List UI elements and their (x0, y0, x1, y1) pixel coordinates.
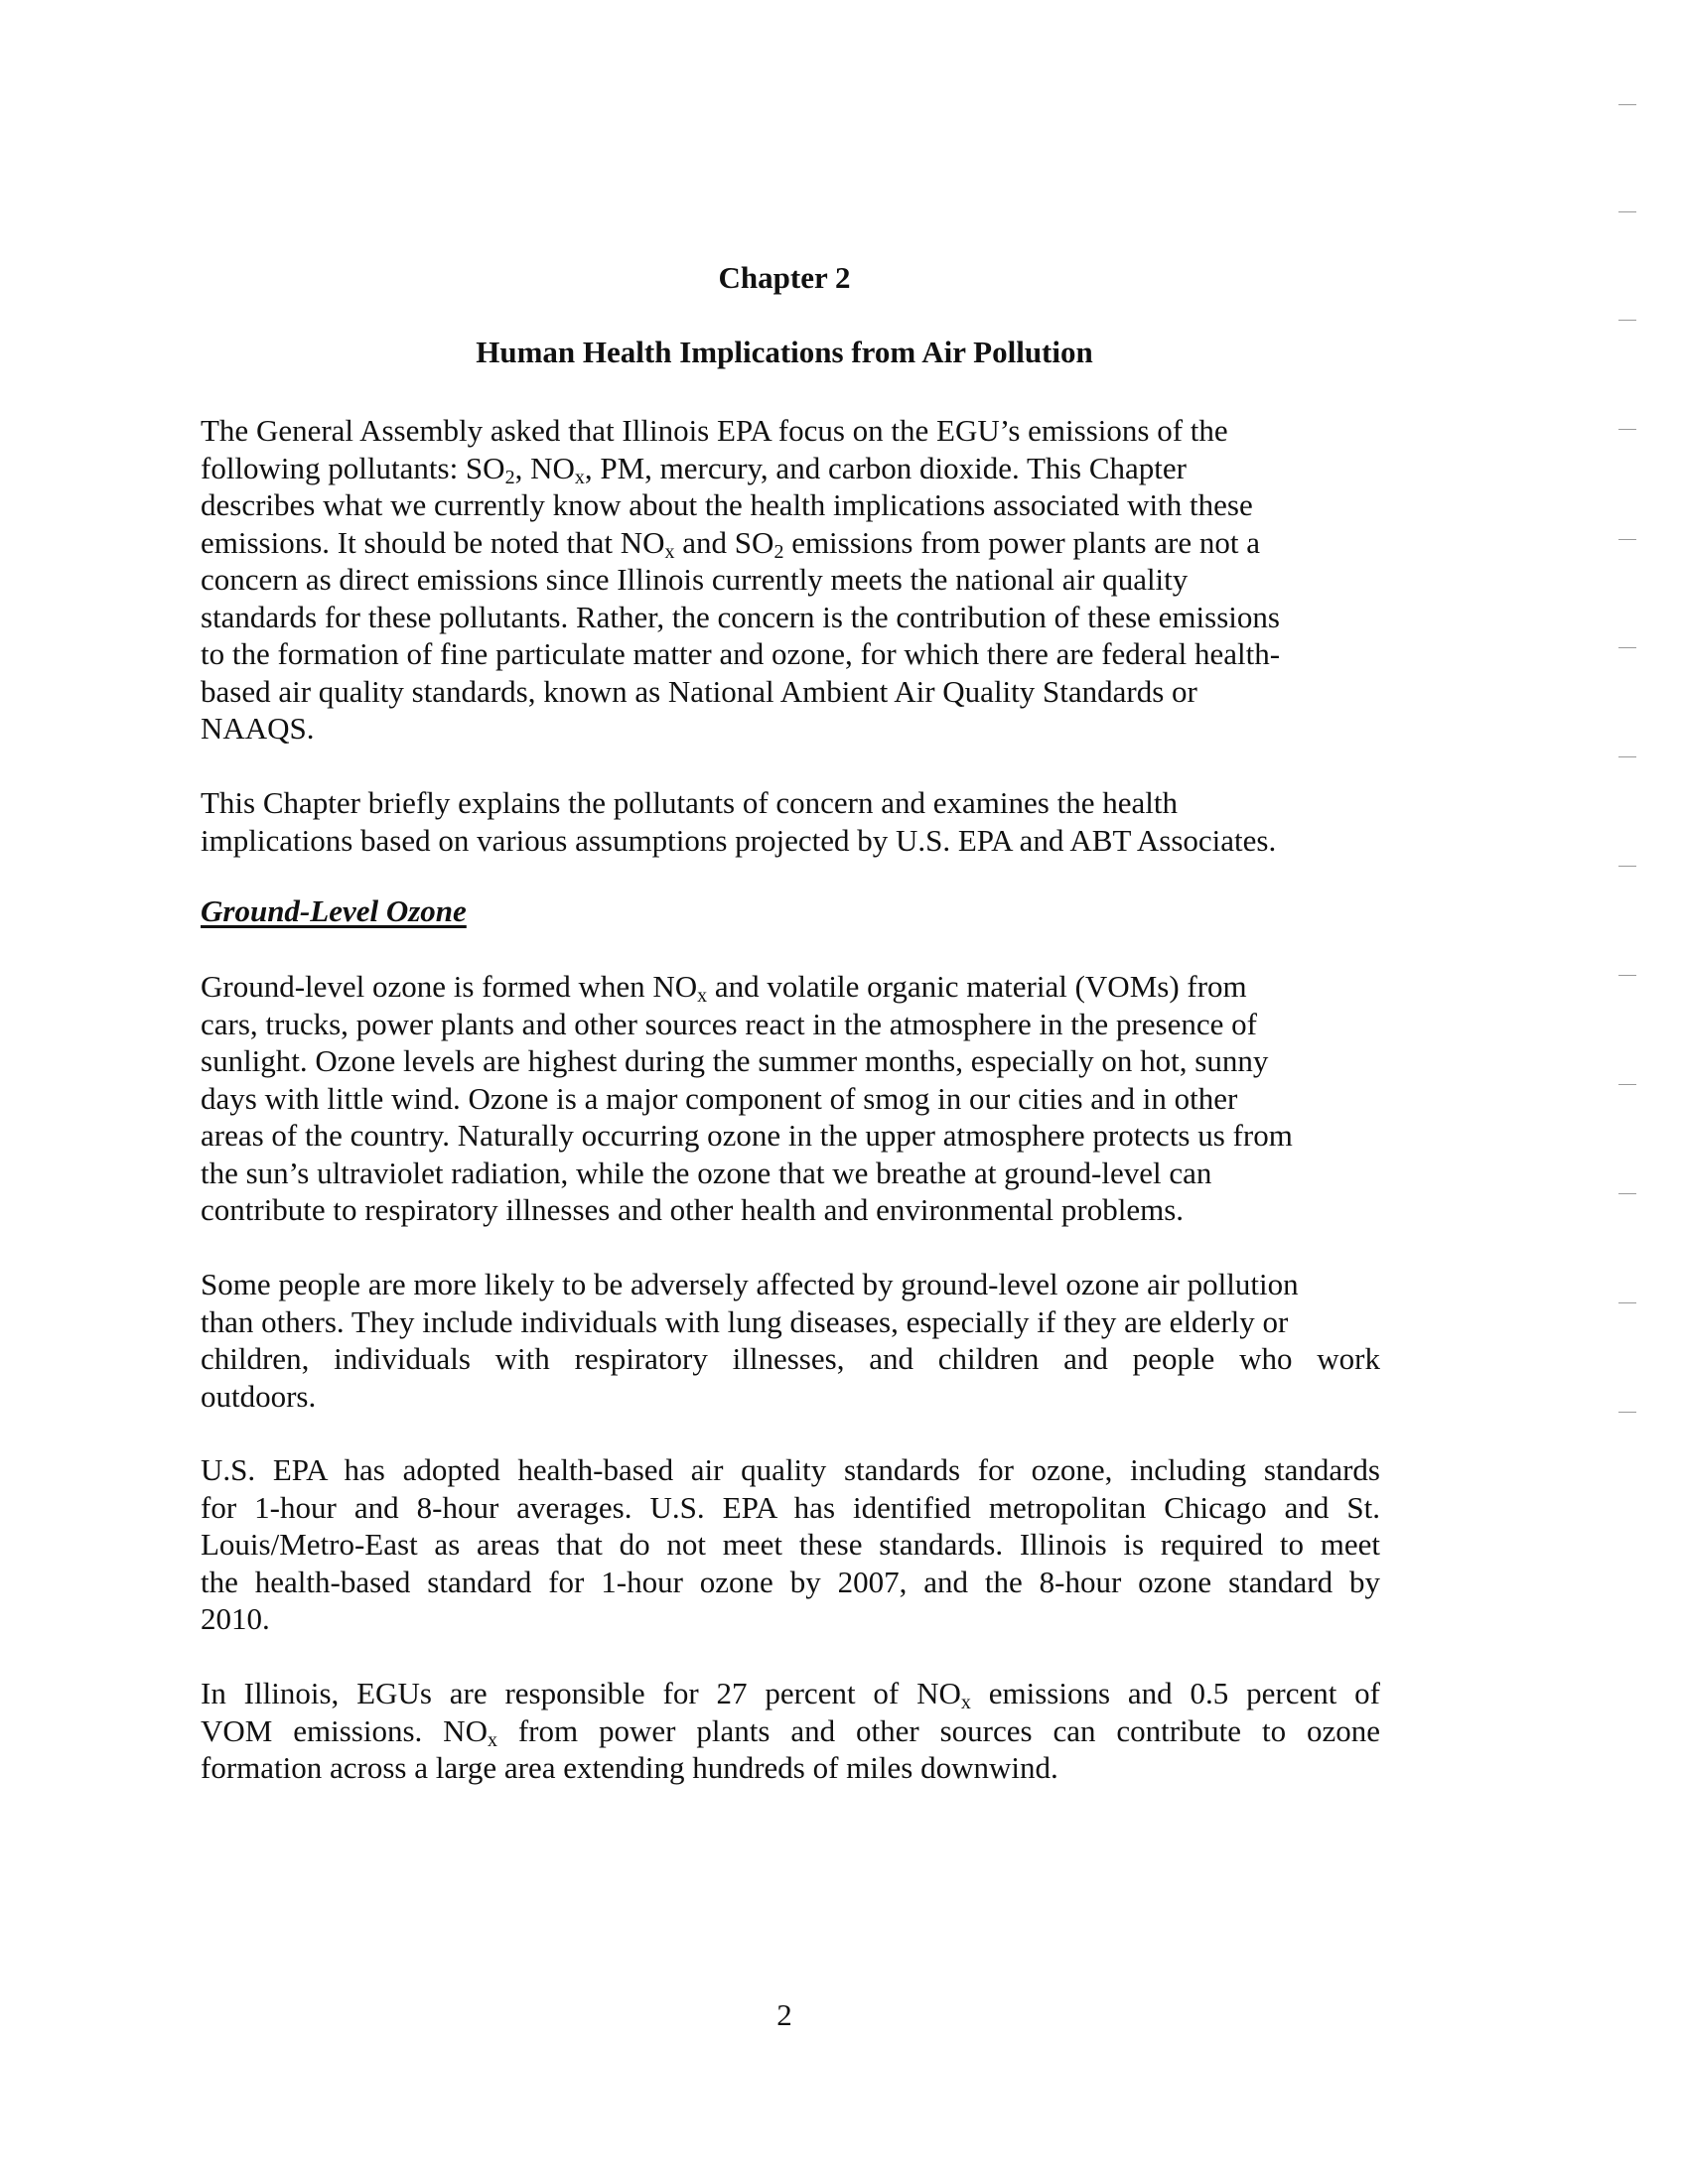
ozone-line: areas of the country. Naturally occurring ozone in the upper atmosphere protects us from (201, 1118, 1293, 1153)
section-heading: Ground-Level Ozone (201, 893, 467, 928)
scan-margin-marks (1618, 0, 1648, 2184)
sensitive-line: than others. They include individuals with lung diseases, especially if they are elderly or (201, 1303, 1289, 1339)
scan-mark (1618, 104, 1636, 105)
scan-mark (1618, 1412, 1636, 1413)
scan-mark (1618, 211, 1636, 212)
scan-mark (1618, 647, 1636, 648)
scan-mark (1618, 756, 1636, 757)
sensitive-groups-paragraph (201, 1266, 1380, 1415)
intro-line: standards for these pollutants. Rather, the concern is the contribution of these emissions (201, 599, 1280, 634)
sensitive-line: outdoors. (201, 1378, 317, 1414)
egu-share-paragraph (201, 1675, 1380, 1787)
ozone-line: Ground-level ozone is formed when $NO_x$ and volatile organic material (VOMs) from (201, 969, 1247, 1007)
explainer-paragraph (201, 784, 1377, 859)
standards-line: for 1-hour and 8-hour averages. U.S. EPA has identified metropolitan Chicago and St. (201, 1489, 1380, 1525)
intro-line: The General Assembly asked that Illinois EPA focus on the EGU’s emissions of the (201, 413, 1228, 448)
sensitive-line: children, individuals with respiratory illnesses, and children and people who work (201, 1341, 1380, 1376)
intro-line: based air quality standards, known as National Ambient Air Quality Standards or (201, 673, 1197, 709)
standards-line: 2010. (201, 1601, 270, 1636)
scan-mark (1618, 320, 1636, 321)
intro-line: emissions. It should be noted that $NO_x$ and $SO_2$ emissions from power plants are not a (201, 524, 1260, 563)
intro-line: following pollutants: $SO_2$, $NO_x$, PM, mercury, and carbon dioxide. This Chapter (201, 450, 1187, 488)
explainer-line: This Chapter briefly explains the pollutants of concern and examines the health (201, 785, 1178, 820)
sensitive-line: Some people are more likely to be adversely affected by ground-level ozone air pollution (201, 1267, 1299, 1301)
scan-mark (1618, 1193, 1636, 1194)
scan-mark (1618, 1302, 1636, 1303)
egu-line: In Illinois, EGUs are responsible for 27 percent of $NO_x$ emissions and 0.5 percent of (201, 1676, 1381, 1713)
chapter-title: Chapter 2 (718, 260, 851, 295)
ozone-line: cars, trucks, power plants and other sources react in the atmosphere in the presence of (201, 1006, 1257, 1041)
explainer-line: implications based on various assumptions projected by U.S. EPA and ABT Associates. (201, 822, 1277, 858)
ozone-line: contribute to respiratory illnesses and other health and environmental problems. (201, 1192, 1185, 1227)
page-number: 2 (776, 1997, 792, 2032)
intro-line: NAAQS. (201, 711, 315, 746)
standards-line: U.S. EPA has adopted health-based air quality standards for ozone, including standards (201, 1452, 1380, 1487)
standards-paragraph (201, 1451, 1380, 1638)
intro-line: concern as direct emissions since Illinois currently meets the national air quality (201, 562, 1189, 597)
chapter-subtitle: Human Health Implications from Air Pollution (476, 335, 1093, 369)
scan-mark (1618, 429, 1636, 430)
scan-mark (1618, 1084, 1636, 1085)
standards-line: Louis/Metro-East as areas that do not meet these standards. Illinois is required to meet (201, 1527, 1380, 1562)
scan-mark (1618, 866, 1636, 867)
intro-line: describes what we currently know about the health implications associated with these (201, 487, 1253, 522)
scan-mark (1618, 975, 1636, 976)
ozone-line: the sun’s ultraviolet radiation, while the ozone that we breathe at ground-level can (201, 1155, 1212, 1190)
ozone-formation-paragraph (201, 968, 1377, 1229)
intro-line: to the formation of fine particulate matter and ozone, for which there are federal health- (201, 636, 1281, 671)
intro-paragraph (201, 412, 1377, 748)
egu-line: formation across a large area extending hundreds of miles downwind. (201, 1750, 1058, 1785)
ozone-line: sunlight. Ozone levels are highest during the summer months, especially on hot, sunny (201, 1043, 1269, 1078)
standards-line: the health-based standard for 1-hour ozone by 2007, and the 8-hour ozone standard by (201, 1564, 1380, 1599)
egu-line: VOM emissions. $NO_x$ from power plants and other sources can contribute to ozone (201, 1712, 1380, 1751)
scan-mark (1618, 539, 1636, 540)
ozone-line: days with little wind. Ozone is a major component of smog in our cities and in other (201, 1080, 1238, 1116)
